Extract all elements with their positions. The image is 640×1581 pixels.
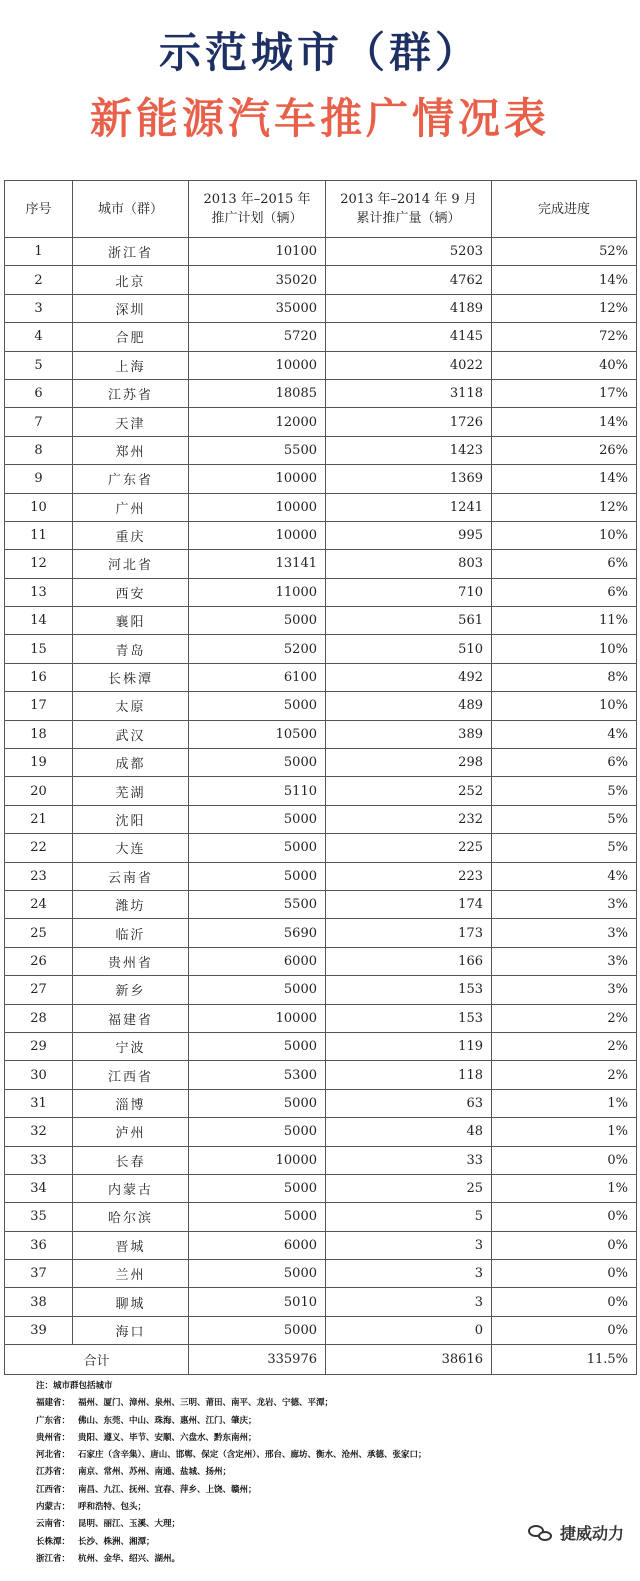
table-row	[5, 1260, 637, 1288]
note-cities: 南昌、九江、抚州、宜春、萍乡、上饶、赣州；	[78, 1484, 257, 1495]
table-row	[5, 663, 637, 691]
row-cumulative: 803	[326, 550, 492, 578]
note-line	[36, 1447, 516, 1464]
note-cities: 石家庄（含辛集）、唐山、邯郸、保定（含定州）、邢台、廊坊、衡水、沧州、承德、张家口；	[78, 1450, 427, 1461]
row-index: 21	[5, 805, 73, 833]
page-header	[0, 0, 640, 170]
row-cumulative: 5203	[326, 238, 492, 266]
note-line	[36, 1499, 516, 1516]
row-plan: 5200	[189, 635, 326, 663]
note-province: 贵州省：	[36, 1432, 71, 1443]
row-index: 33	[5, 1146, 73, 1174]
row-index: 32	[5, 1118, 73, 1146]
row-city: 兰州	[73, 1260, 189, 1288]
row-progress: 4%	[492, 862, 637, 890]
row-index: 13	[5, 578, 73, 606]
total-plan: 335976	[189, 1345, 326, 1375]
row-city: 潍坊	[73, 890, 189, 918]
table-row	[5, 238, 637, 266]
row-progress: 3%	[492, 976, 637, 1004]
table-row	[5, 805, 637, 833]
row-index: 11	[5, 521, 73, 549]
row-index: 4	[5, 323, 73, 351]
table-row	[5, 777, 637, 805]
row-city: 太原	[73, 692, 189, 720]
header-city: 城市（群）	[73, 181, 189, 238]
table-row	[5, 635, 637, 663]
row-cumulative: 1369	[326, 465, 492, 493]
note-cities: 杭州、金华、绍兴、湖州。	[78, 1553, 181, 1564]
row-index: 6	[5, 379, 73, 407]
row-cumulative: 5	[326, 1203, 492, 1231]
row-plan: 35000	[189, 294, 326, 322]
row-index: 18	[5, 720, 73, 748]
row-plan: 10100	[189, 238, 326, 266]
row-index: 36	[5, 1231, 73, 1259]
row-city: 上海	[73, 351, 189, 379]
row-progress: 52%	[492, 238, 637, 266]
row-city: 临沂	[73, 919, 189, 947]
table-row	[5, 379, 637, 407]
row-index: 5	[5, 351, 73, 379]
row-cumulative: 3	[326, 1288, 492, 1316]
row-progress: 0%	[492, 1260, 637, 1288]
note-line	[36, 1516, 516, 1533]
row-index: 38	[5, 1288, 73, 1316]
table-row	[5, 1118, 637, 1146]
table-row	[5, 1231, 637, 1259]
row-cumulative: 389	[326, 720, 492, 748]
row-index: 14	[5, 607, 73, 635]
row-cumulative: 118	[326, 1061, 492, 1089]
row-cumulative: 4189	[326, 294, 492, 322]
row-progress: 14%	[492, 408, 637, 436]
row-city: 河北省	[73, 550, 189, 578]
note-line	[36, 1464, 516, 1481]
note-cities: 佛山、东莞、中山、珠海、惠州、江门、肇庆；	[78, 1415, 257, 1426]
row-progress: 5%	[492, 777, 637, 805]
row-plan: 13141	[189, 550, 326, 578]
row-city: 晋城	[73, 1231, 189, 1259]
row-plan: 5000	[189, 1203, 326, 1231]
total-row	[5, 1345, 637, 1375]
header-plan: 2013 年–2015 年 推广计划（辆）	[189, 181, 326, 238]
row-city: 云南省	[73, 862, 189, 890]
note-province: 福建省：	[36, 1398, 71, 1409]
notes-heading: 注：城市群包括城市	[36, 1381, 113, 1391]
note-province: 广东省：	[36, 1415, 71, 1426]
row-cumulative: 0	[326, 1316, 492, 1344]
watermark-text: 捷威动力	[559, 1524, 624, 1543]
row-city: 江西省	[73, 1061, 189, 1089]
row-cumulative: 173	[326, 919, 492, 947]
row-cumulative: 225	[326, 834, 492, 862]
note-line	[36, 1413, 516, 1430]
row-plan: 10000	[189, 521, 326, 549]
row-progress: 10%	[492, 692, 637, 720]
table-row	[5, 493, 637, 521]
row-cumulative: 4145	[326, 323, 492, 351]
row-plan: 5000	[189, 1174, 326, 1202]
total-label: 合计	[5, 1345, 189, 1375]
row-cumulative: 48	[326, 1118, 492, 1146]
note-province: 河北省：	[36, 1450, 71, 1461]
row-plan: 11000	[189, 578, 326, 606]
row-index: 15	[5, 635, 73, 663]
row-plan: 10000	[189, 351, 326, 379]
row-index: 7	[5, 408, 73, 436]
row-plan: 5000	[189, 805, 326, 833]
note-line	[36, 1395, 516, 1412]
note-province: 云南省：	[36, 1519, 71, 1530]
row-index: 12	[5, 550, 73, 578]
row-city: 武汉	[73, 720, 189, 748]
row-city: 宁波	[73, 1032, 189, 1060]
row-progress: 6%	[492, 749, 637, 777]
row-plan: 5690	[189, 919, 326, 947]
row-plan: 18085	[189, 379, 326, 407]
row-plan: 5000	[189, 1089, 326, 1117]
row-plan: 5110	[189, 777, 326, 805]
row-plan: 6000	[189, 1231, 326, 1259]
row-cumulative: 489	[326, 692, 492, 720]
row-index: 17	[5, 692, 73, 720]
table-row	[5, 1146, 637, 1174]
table-row	[5, 550, 637, 578]
table-row	[5, 890, 637, 918]
footnotes	[36, 1378, 516, 1568]
total-progress: 11.5%	[492, 1345, 637, 1375]
row-progress: 1%	[492, 1174, 637, 1202]
row-index: 9	[5, 465, 73, 493]
row-city: 重庆	[73, 521, 189, 549]
note-province: 江苏省：	[36, 1467, 71, 1478]
note-cities: 贵阳、遵义、毕节、安顺、六盘水、黔东南州；	[78, 1432, 257, 1443]
row-index: 28	[5, 1004, 73, 1032]
row-cumulative: 3118	[326, 379, 492, 407]
row-city: 福建省	[73, 1004, 189, 1032]
promotion-table-wrap	[4, 180, 636, 1375]
table-row	[5, 1089, 637, 1117]
table-row	[5, 749, 637, 777]
table-row	[5, 1032, 637, 1060]
row-city: 贵州省	[73, 947, 189, 975]
row-plan: 5000	[189, 692, 326, 720]
note-province: 浙江省：	[36, 1553, 71, 1564]
row-cumulative: 33	[326, 1146, 492, 1174]
row-progress: 3%	[492, 947, 637, 975]
row-cumulative: 995	[326, 521, 492, 549]
row-progress: 5%	[492, 834, 637, 862]
row-city: 江苏省	[73, 379, 189, 407]
row-progress: 0%	[492, 1316, 637, 1344]
row-cumulative: 492	[326, 663, 492, 691]
row-plan: 10000	[189, 493, 326, 521]
row-city: 襄阳	[73, 607, 189, 635]
notes-list	[36, 1395, 516, 1568]
row-plan: 10000	[189, 465, 326, 493]
row-index: 22	[5, 834, 73, 862]
row-index: 2	[5, 266, 73, 294]
table-row	[5, 1004, 637, 1032]
table-row	[5, 720, 637, 748]
promotion-table	[4, 180, 637, 1375]
row-plan: 6100	[189, 663, 326, 691]
table-row	[5, 1203, 637, 1231]
table-row	[5, 692, 637, 720]
row-cumulative: 298	[326, 749, 492, 777]
row-cumulative: 153	[326, 1004, 492, 1032]
table-row	[5, 947, 637, 975]
row-progress: 0%	[492, 1146, 637, 1174]
row-cumulative: 4762	[326, 266, 492, 294]
note-cities: 昆明、丽江、玉溪、大理；	[78, 1519, 181, 1530]
row-index: 37	[5, 1260, 73, 1288]
row-city: 哈尔滨	[73, 1203, 189, 1231]
row-city: 合肥	[73, 323, 189, 351]
table-row	[5, 1174, 637, 1202]
table-row	[5, 521, 637, 549]
row-cumulative: 1726	[326, 408, 492, 436]
row-cumulative: 63	[326, 1089, 492, 1117]
table-row	[5, 351, 637, 379]
table-row	[5, 578, 637, 606]
row-progress: 0%	[492, 1203, 637, 1231]
table-row	[5, 1288, 637, 1316]
row-cumulative: 232	[326, 805, 492, 833]
note-cities: 福州、厦门、漳州、泉州、三明、莆田、南平、龙岩、宁德、平潭；	[78, 1398, 334, 1409]
row-progress: 2%	[492, 1004, 637, 1032]
row-index: 34	[5, 1174, 73, 1202]
table-row	[5, 294, 637, 322]
row-cumulative: 223	[326, 862, 492, 890]
row-city: 郑州	[73, 436, 189, 464]
row-city: 泸州	[73, 1118, 189, 1146]
row-plan: 35020	[189, 266, 326, 294]
row-progress: 10%	[492, 521, 637, 549]
row-index: 27	[5, 976, 73, 1004]
row-plan: 5500	[189, 436, 326, 464]
wechat-icon	[528, 1523, 554, 1543]
row-city: 广州	[73, 493, 189, 521]
note-line	[36, 1482, 516, 1499]
row-plan: 12000	[189, 408, 326, 436]
row-progress: 14%	[492, 465, 637, 493]
row-plan: 5500	[189, 890, 326, 918]
row-plan: 10000	[189, 1004, 326, 1032]
row-city: 沈阳	[73, 805, 189, 833]
row-cumulative: 252	[326, 777, 492, 805]
row-plan: 6000	[189, 947, 326, 975]
table-row	[5, 834, 637, 862]
note-province: 内蒙古：	[36, 1502, 71, 1513]
row-plan: 5010	[189, 1288, 326, 1316]
row-plan: 5000	[189, 1260, 326, 1288]
table-row	[5, 976, 637, 1004]
row-index: 19	[5, 749, 73, 777]
row-index: 16	[5, 663, 73, 691]
watermark	[528, 1521, 624, 1544]
row-index: 1	[5, 238, 73, 266]
row-cumulative: 4022	[326, 351, 492, 379]
row-cumulative: 174	[326, 890, 492, 918]
row-plan: 10500	[189, 720, 326, 748]
row-index: 3	[5, 294, 73, 322]
row-progress: 12%	[492, 493, 637, 521]
row-cumulative: 510	[326, 635, 492, 663]
row-plan: 5000	[189, 834, 326, 862]
table-row	[5, 1061, 637, 1089]
row-city: 青岛	[73, 635, 189, 663]
row-cumulative: 166	[326, 947, 492, 975]
row-index: 10	[5, 493, 73, 521]
row-progress: 40%	[492, 351, 637, 379]
table-row	[5, 323, 637, 351]
row-cumulative: 1423	[326, 436, 492, 464]
total-cumulative: 38616	[326, 1345, 492, 1375]
row-plan: 5000	[189, 607, 326, 635]
row-city: 深圳	[73, 294, 189, 322]
row-progress: 10%	[492, 635, 637, 663]
row-progress: 26%	[492, 436, 637, 464]
row-progress: 72%	[492, 323, 637, 351]
row-city: 内蒙古	[73, 1174, 189, 1202]
row-plan: 10000	[189, 1146, 326, 1174]
note-line	[36, 1551, 516, 1568]
row-city: 天津	[73, 408, 189, 436]
row-city: 芜湖	[73, 777, 189, 805]
row-city: 新乡	[73, 976, 189, 1004]
note-province: 江西省：	[36, 1484, 71, 1495]
table-row	[5, 465, 637, 493]
row-progress: 5%	[492, 805, 637, 833]
row-progress: 6%	[492, 550, 637, 578]
row-index: 30	[5, 1061, 73, 1089]
row-index: 26	[5, 947, 73, 975]
row-cumulative: 3	[326, 1260, 492, 1288]
note-cities: 呼和浩特、包头；	[78, 1502, 147, 1513]
row-progress: 11%	[492, 607, 637, 635]
table-row	[5, 1316, 637, 1344]
header-index: 序号	[5, 181, 73, 238]
row-index: 29	[5, 1032, 73, 1060]
row-city: 长春	[73, 1146, 189, 1174]
row-progress: 2%	[492, 1032, 637, 1060]
table-row	[5, 436, 637, 464]
row-city: 大连	[73, 834, 189, 862]
row-plan: 5000	[189, 1118, 326, 1146]
table-row	[5, 919, 637, 947]
row-progress: 6%	[492, 578, 637, 606]
header-cumulative: 2013 年–2014 年 9 月 累计推广量（辆）	[326, 181, 492, 238]
row-city: 浙江省	[73, 238, 189, 266]
table-header-row	[5, 181, 637, 238]
table-row	[5, 862, 637, 890]
row-progress: 3%	[492, 890, 637, 918]
row-index: 35	[5, 1203, 73, 1231]
table-row	[5, 607, 637, 635]
row-index: 24	[5, 890, 73, 918]
note-line	[36, 1430, 516, 1447]
row-index: 31	[5, 1089, 73, 1117]
row-cumulative: 25	[326, 1174, 492, 1202]
row-plan: 5000	[189, 862, 326, 890]
row-index: 39	[5, 1316, 73, 1344]
row-city: 西安	[73, 578, 189, 606]
row-city: 聊城	[73, 1288, 189, 1316]
row-cumulative: 153	[326, 976, 492, 1004]
row-progress: 14%	[492, 266, 637, 294]
row-city: 成都	[73, 749, 189, 777]
row-city: 广东省	[73, 465, 189, 493]
row-city: 海口	[73, 1316, 189, 1344]
row-plan: 5000	[189, 1032, 326, 1060]
row-cumulative: 3	[326, 1231, 492, 1259]
row-plan: 5720	[189, 323, 326, 351]
row-progress: 0%	[492, 1288, 637, 1316]
page-title: 示范城市（群）	[158, 28, 481, 77]
row-plan: 5000	[189, 976, 326, 1004]
row-index: 20	[5, 777, 73, 805]
table-row	[5, 266, 637, 294]
row-plan: 5000	[189, 749, 326, 777]
row-index: 8	[5, 436, 73, 464]
note-province: 长株潭：	[36, 1536, 71, 1547]
row-index: 23	[5, 862, 73, 890]
row-cumulative: 710	[326, 578, 492, 606]
row-plan: 5000	[189, 1316, 326, 1344]
row-progress: 0%	[492, 1231, 637, 1259]
row-index: 25	[5, 919, 73, 947]
note-cities: 南京、常州、苏州、南通、盐城、扬州；	[78, 1467, 232, 1478]
row-cumulative: 561	[326, 607, 492, 635]
row-city: 淄博	[73, 1089, 189, 1117]
row-progress: 1%	[492, 1089, 637, 1117]
row-progress: 4%	[492, 720, 637, 748]
header-progress: 完成进度	[492, 181, 637, 238]
row-city: 长株潭	[73, 663, 189, 691]
row-progress: 3%	[492, 919, 637, 947]
row-progress: 2%	[492, 1061, 637, 1089]
row-cumulative: 119	[326, 1032, 492, 1060]
page-subtitle: 新能源汽车推广情况表	[89, 94, 550, 143]
row-progress: 12%	[492, 294, 637, 322]
row-plan: 5300	[189, 1061, 326, 1089]
table-row	[5, 408, 637, 436]
row-cumulative: 1241	[326, 493, 492, 521]
row-progress: 1%	[492, 1118, 637, 1146]
note-cities: 长沙、株洲、湘潭；	[78, 1536, 155, 1547]
note-line	[36, 1534, 516, 1551]
row-progress: 17%	[492, 379, 637, 407]
row-city: 北京	[73, 266, 189, 294]
table-body	[5, 238, 637, 1345]
row-progress: 8%	[492, 663, 637, 691]
